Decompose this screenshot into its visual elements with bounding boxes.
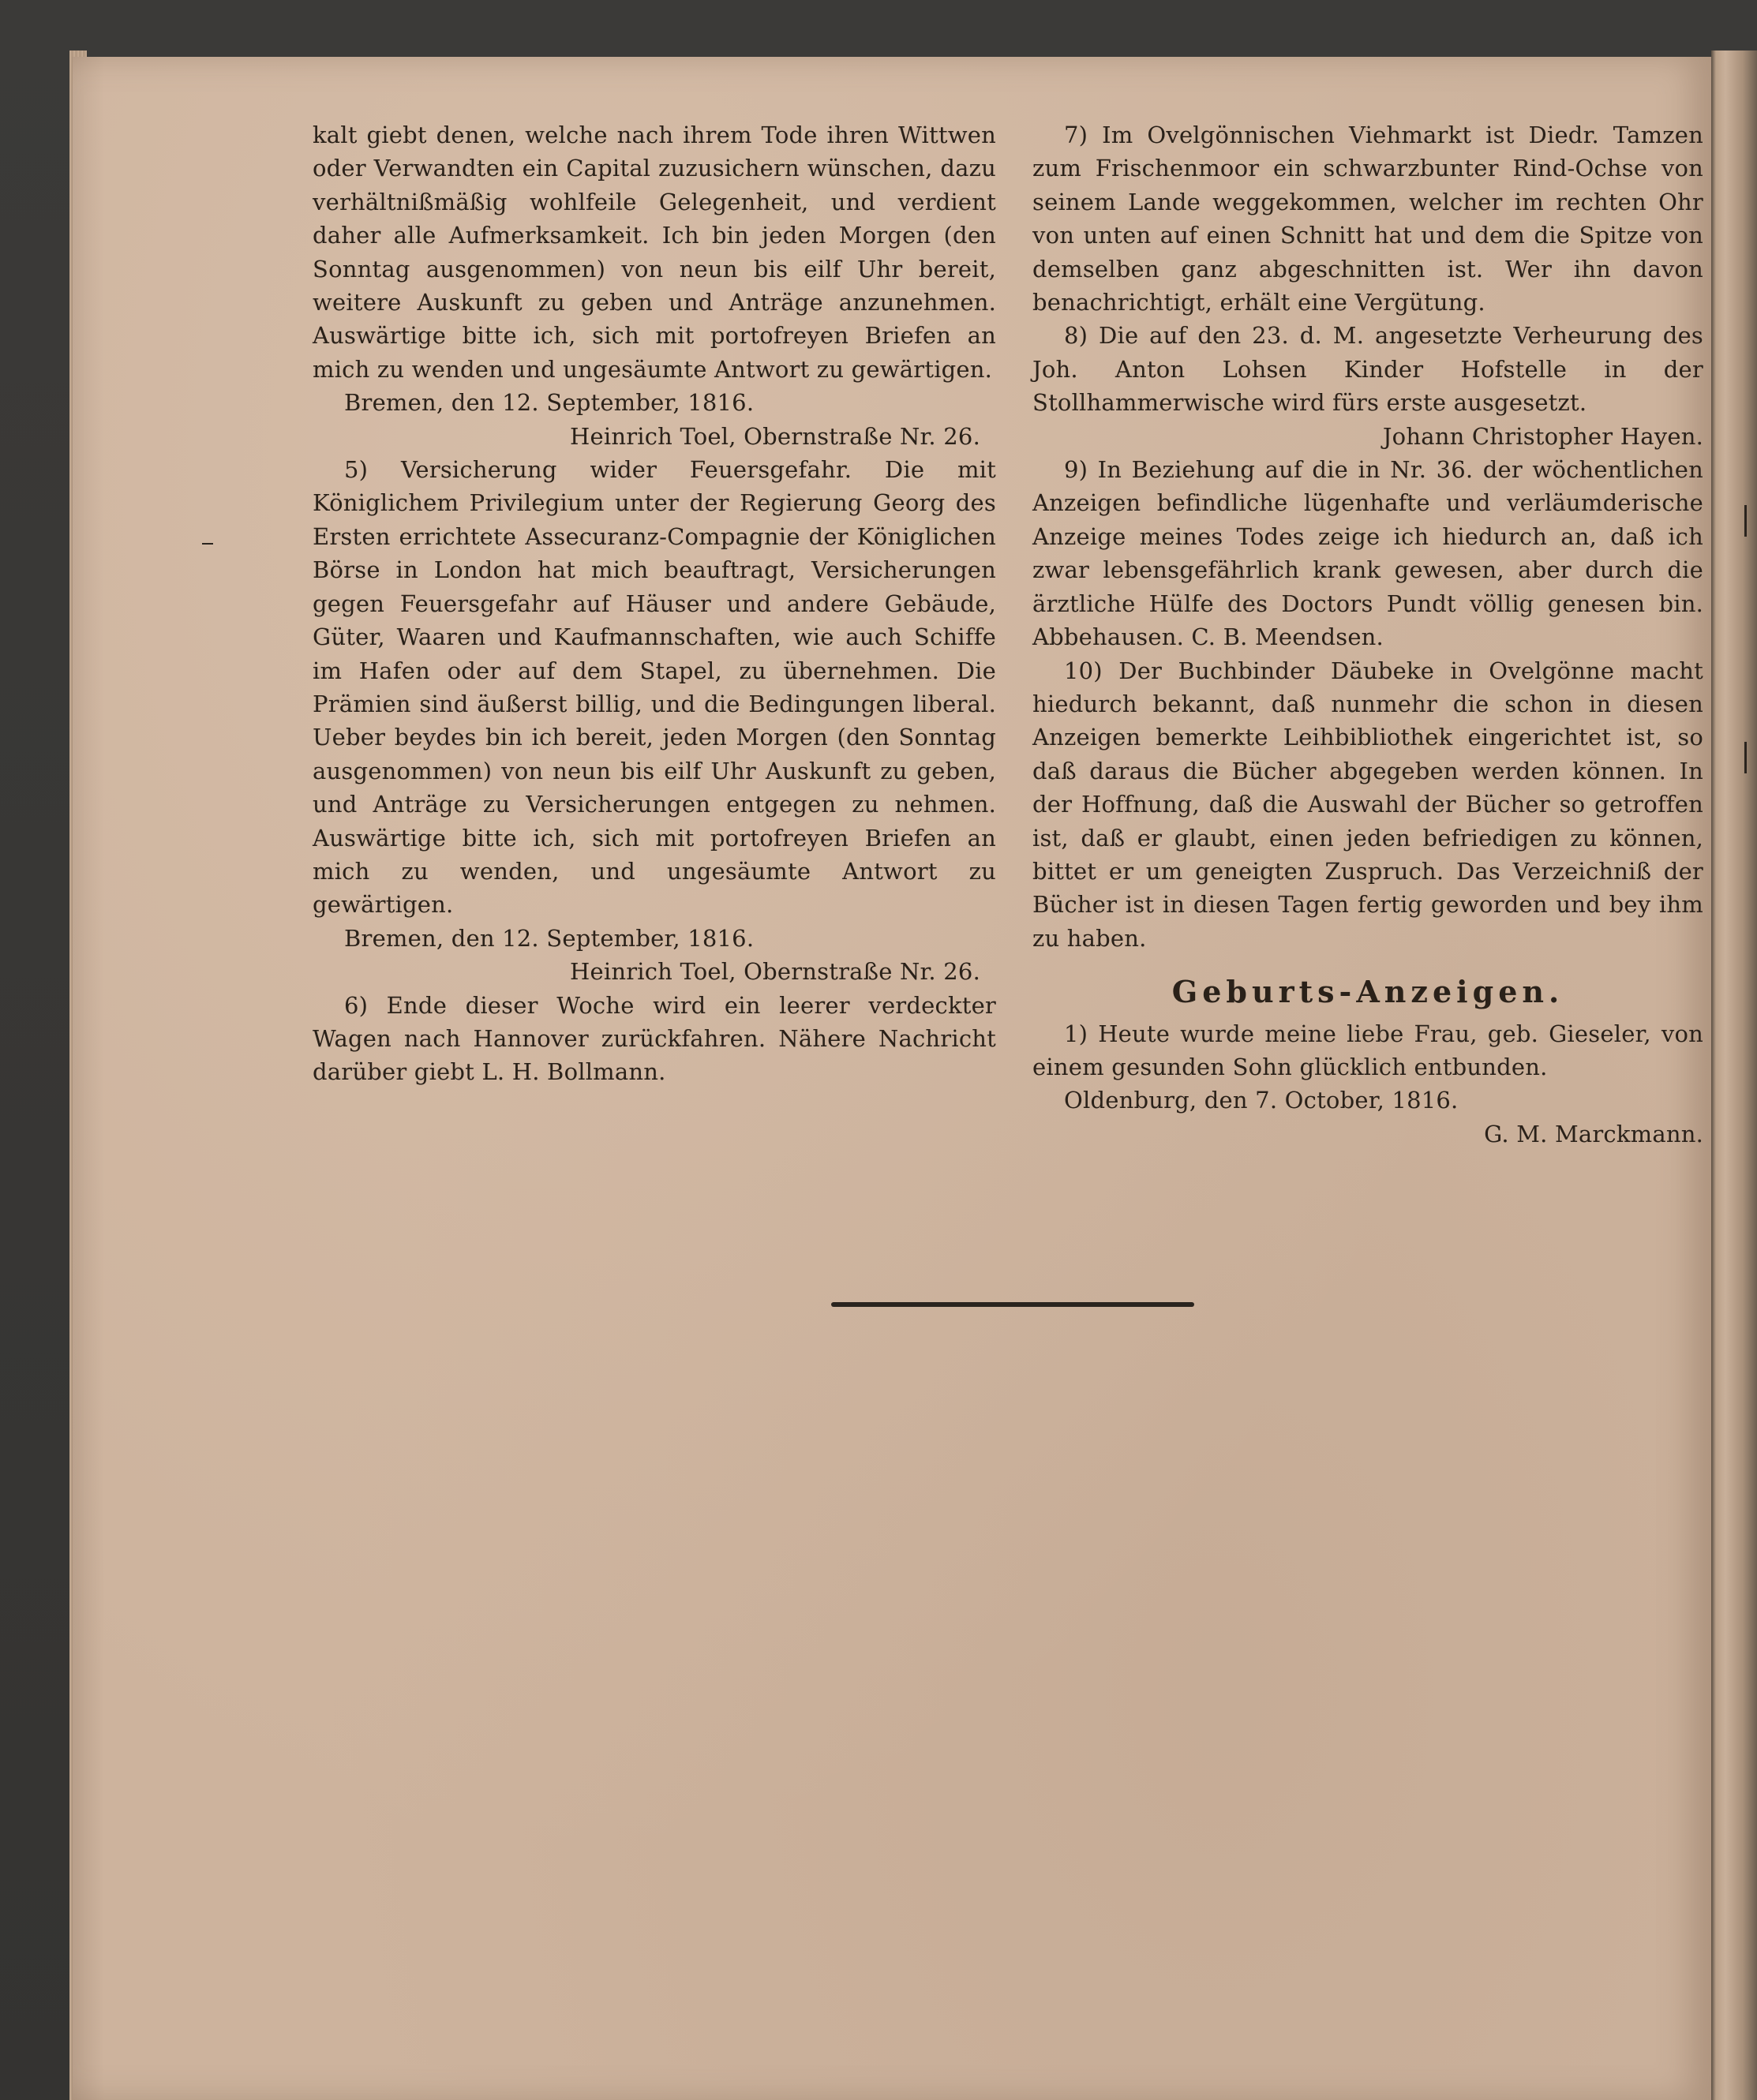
announcement-5: 5) Versicherung wider Feuersgefahr. Die mit Königlichem Privilegium unter der Regierung Georg des Ersten errichtete Assecuranz-Compagnie der Königlichen Börse in London hat mich beauftragt, Versicherungen gegen Feuersgefahr auf Häuser und andere Gebäude, Güter, Waaren und Kaufmannschaften, wie auch Schiffe im Hafen oder auf dem Stapel, zu übernehmen. Die Prämien sind äußerst billig, und die Bedingungen liberal. Ueber beydes bin ich bereit, jeden Morgen (den Sonntag ausgenommen) von neun bis eilf Uhr Auskunft zu geben, und Anträge zu Versicherungen entgegen zu nehmen. Auswärtige bitte ich, sich mit portofreyen Briefen an mich zu wenden, und ungesäumte Antwort zu gewärtigen.: [313, 456, 996, 919]
announcement-continued: kalt giebt denen, welche nach ihrem Tode ihren Wittwen oder Verwandten ein Capital zuzusichern wünschen, dazu verhältnißmäßig wohlfeile Gelegenheit, und verdient daher alle Aufmerksamkeit. Ich bin jeden Morgen (den Sonntag ausgenommen) von neun bis eilf Uhr bereit, weitere Auskunft zu geben und Anträge anzunehmen. Auswärtige bitte ich, sich mit portofreyen Briefen an mich zu wenden und ungesäumte Antwort zu gewärtigen.: [313, 122, 996, 383]
announcement-9: 9) In Beziehung auf die in Nr. 36. der wöchentlichen Anzeigen befindliche lügenhafte und verläumderische Anzeige meines Todes zeige ich hiedurch an, daß ich zwar lebensgefährlich krank gewesen, aber durch die ärztliche Hülfe des Doctors Pundt völlig genesen bin. Abbehausen. C. B. Meendsen.: [1032, 456, 1703, 651]
dateline: Oldenburg, den 7. October, 1816.: [1064, 1087, 1459, 1114]
right-column: [1032, 118, 1703, 1151]
margin-tick: [1744, 742, 1747, 773]
facing-page-edge: [1711, 51, 1757, 2100]
margin-mark: [202, 543, 213, 545]
announcement-10: 10) Der Buchbinder Däubeke in Ovelgönne macht hiedurch bekannt, daß nunmehr die schon in diesen Anzeigen bemerkte Leihbibliothek eingerichtet ist, so daß daraus die Bücher abgegeben werden können. In der Hoffnung, daß die Auswahl der Bücher so getroffen ist, daß er glaubt, einen jeden befriedigen zu können, bittet er um geneigten Zuspruch. Das Verzeichniß der Bücher ist in diesen Tagen fertig geworden und bey ihm zu haben.: [1032, 657, 1703, 952]
dateline: Bremen, den 12. September, 1816.: [344, 389, 755, 417]
announcement-8: 8) Die auf den 23. d. M. angesetzte Verheurung des Joh. Anton Lohsen Kinder Hofstelle in der Stollhammerwische wird fürs erste ausgesetzt.: [1032, 322, 1703, 417]
dateline: Bremen, den 12. September, 1816.: [344, 924, 755, 952]
signature: Heinrich Toel, Obernstraße Nr. 26.: [570, 958, 980, 986]
birth-announcement: 1) Heute wurde meine liebe Frau, geb. Gieseler, von einem gesunden Sohn glücklich entbunden.: [1032, 1020, 1703, 1080]
announcement-6: 6) Ende dieser Woche wird ein leerer verdeckter Wagen nach Hannover zurückfahren. Nähere Nachricht darüber giebt L. H. Bollmann.: [313, 991, 996, 1086]
signature: Johann Christopher Hayen.: [1382, 422, 1703, 450]
left-column: [313, 118, 996, 1089]
signature: Heinrich Toel, Obernstraße Nr. 26.: [570, 422, 980, 450]
section-heading: Geburts-Anzeigen.: [1171, 974, 1564, 1010]
closing-rule: [831, 1302, 1194, 1307]
announcement-7: 7) Im Ovelgönnischen Viehmarkt ist Diedr. Tamzen zum Frischenmoor ein schwarzbunter Rind-Ochse von seinem Lande weggekommen, welcher im rechten Ohr von unten auf einen Schnitt hat und dem die Spitze von demselben ganz abgeschnitten ist. Wer ihn davon benachrichtigt, erhält eine Vergütung.: [1032, 122, 1703, 316]
signature: G. M. Marckmann.: [1484, 1120, 1703, 1147]
margin-tick: [1744, 505, 1747, 537]
